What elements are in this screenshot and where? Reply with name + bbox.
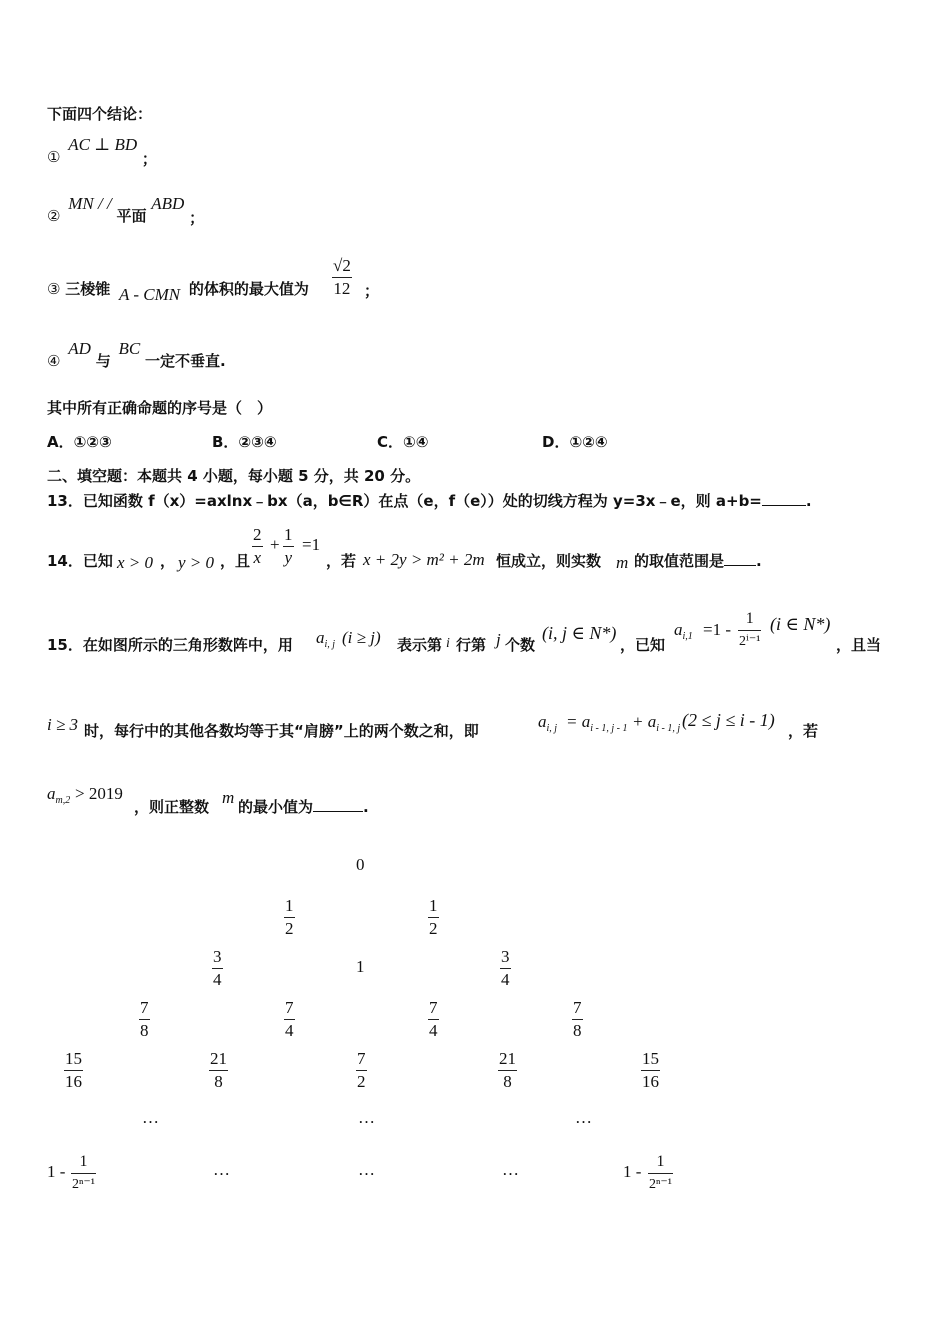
triangle-r5-c4: [498, 1048, 517, 1093]
triangle-last-right-frac: [648, 1151, 673, 1196]
question-15-cond1: (i ≥ j): [342, 628, 381, 647]
triangle-r5-c3-num: 7: [357, 1049, 366, 1068]
question-15-ai1: [674, 620, 693, 642]
triangle-r5-c3-den: 2: [357, 1072, 366, 1091]
statement-3-mark: ③: [47, 280, 61, 298]
question-14-blank: [724, 565, 756, 566]
question-15-line2-aij: [538, 712, 557, 734]
question-14-text4: [634, 550, 762, 571]
option-d: D．①②④: [542, 433, 608, 451]
question-15-blank: [313, 811, 363, 812]
statement-3-text2: 的体积的最大值为: [188, 280, 309, 298]
question-15-line2-cond: (2 ≤ j ≤ i - 1): [682, 710, 775, 730]
question-15-text3: 个数: [505, 636, 536, 654]
triangle-r3-c1: [212, 946, 223, 991]
question-15-ai1-a: a: [674, 620, 683, 639]
question-15-text5: ，且当: [836, 636, 882, 654]
question-15-eq1: =1 -: [703, 620, 731, 639]
triangle-r5-c2-num: 21: [210, 1049, 227, 1068]
question-15-am2-a: a: [47, 784, 56, 803]
question-15-frac: [738, 608, 761, 653]
question-15-line2-aij-sub: i, j: [546, 723, 558, 734]
question-14-text1: ，且: [220, 552, 251, 570]
question-15-frac-num: 1: [745, 610, 754, 627]
question-15-line2-plus: [632, 712, 680, 734]
statement-3-end: ；: [364, 282, 380, 300]
question-14-frac1-den: x: [253, 548, 262, 567]
triangle-r4-c4-num: 7: [573, 998, 582, 1017]
question-15-i: i: [446, 636, 450, 651]
question-15-line2-sub2: i - 1, j: [656, 723, 681, 734]
question-15-line2-rhs: [566, 712, 627, 734]
question-13-blank: [762, 505, 806, 506]
question-13: [47, 490, 812, 511]
triangle-r2-c1-num: 1: [285, 896, 294, 915]
triangle-last-left-prefix: 1 -: [47, 1162, 66, 1181]
statement-1-mark: ①: [47, 148, 61, 166]
question-15-line3-label: 的最小值为: [238, 798, 314, 816]
triangle-r3-c2: 1: [356, 957, 365, 976]
question-15-cond3: (i ∈ N*): [770, 614, 831, 634]
statement-2-mark: ②: [47, 207, 61, 225]
option-b: B．②③④: [212, 433, 277, 451]
question-15-line2-rhs-a: = a: [566, 712, 591, 731]
question-14-plus: +: [270, 535, 280, 554]
triangle-last-left-num: 1: [79, 1153, 88, 1170]
triangle-r2-c2-num: 1: [429, 896, 438, 915]
question-14-label: 14．已知: [47, 552, 113, 570]
triangle-r5-c5-den: 16: [642, 1072, 659, 1091]
triangle-r5-c3: [356, 1048, 367, 1093]
question-14-frac1: [252, 524, 263, 569]
statement-3-math: A - CMN: [119, 285, 181, 304]
question-15-text2: 行第: [456, 636, 487, 654]
option-a: A．①②③: [47, 433, 112, 451]
triangle-r4-c2: [284, 997, 295, 1042]
question-15-line2-text2: ，若: [788, 722, 819, 740]
triangle-r5-c4-den: 8: [503, 1072, 512, 1091]
question-14-frac2-num: 1: [284, 525, 293, 544]
question-15-line2-plus-a: + a: [632, 712, 657, 731]
statement-2-end: ；: [189, 209, 205, 227]
statement-3-frac-den: 12: [333, 279, 351, 298]
statement-3-text1: 三棱锥: [65, 280, 111, 298]
question-text: 其中所有正确命题的序号是（ ）: [47, 399, 273, 417]
triangle-last-right-den: 2ⁿ⁻¹: [649, 1177, 672, 1192]
triangle-r2-c1-den: 2: [285, 919, 294, 938]
triangle-r4-c1: [139, 997, 150, 1042]
triangle-r4-c1-den: 8: [140, 1021, 149, 1040]
option-c: C．①④: [377, 433, 429, 451]
statement-4-text1: 与: [95, 352, 111, 370]
triangle-dots-6: …: [502, 1160, 519, 1179]
question-15-am2: [47, 784, 123, 806]
triangle-r4-c2-num: 7: [285, 998, 294, 1017]
statement-2-math2: ABD: [151, 194, 185, 213]
section-header: 二、填空题：本题共 4 小题，每小题 5 分，共 20 分。: [47, 467, 421, 485]
statement-3: [47, 278, 309, 304]
triangle-last-left-den: 2ⁿ⁻¹: [72, 1177, 95, 1192]
statement-2-math1: MN / /: [68, 194, 112, 213]
question-14-cond-y: y > 0: [178, 553, 215, 572]
statement-2-text: 平面: [116, 207, 147, 225]
triangle-r3-c1-num: 3: [213, 947, 222, 966]
question-15-ai1-sub: i,1: [682, 631, 693, 642]
question-15-aij-sub: i, j: [324, 639, 336, 650]
triangle-dots-1: …: [142, 1108, 159, 1127]
triangle-last-right-prefix: 1 -: [623, 1162, 642, 1181]
triangle-dots-2: …: [358, 1108, 375, 1127]
triangle-r4-c2-den: 4: [285, 1021, 294, 1040]
triangle-dots-5: …: [358, 1160, 375, 1179]
triangle-r5-c5-num: 15: [642, 1049, 659, 1068]
triangle-r5-c1-den: 16: [65, 1072, 82, 1091]
question-14-eq: =1: [302, 535, 321, 554]
question-14-text3: 恒成立，则实数: [496, 552, 602, 570]
question-15-am2-gt: > 2019: [75, 784, 123, 803]
triangle-r2-c1: [284, 895, 295, 940]
statement-4-math1: AD: [68, 339, 91, 358]
question-15-frac-den: 2ⁱ⁻¹: [739, 634, 761, 649]
triangle-r5-c1: [64, 1048, 83, 1093]
triangle-r4-c3: [428, 997, 439, 1042]
question-15-am2-sub: m,2: [55, 795, 71, 806]
statement-4: [47, 338, 226, 370]
question-13-text: 13．已知函数 f（x）=axlnx﹣bx（a，b∈R）在点（e，f（e））处的切线方程为 y=3x﹣e，则 a+b=: [47, 492, 762, 510]
triangle-r5-c2-den: 8: [214, 1072, 223, 1091]
statement-4-mark: ④: [47, 352, 61, 370]
triangle-r3-c1-den: 4: [213, 970, 222, 989]
triangle-r3-c3-num: 3: [501, 947, 510, 966]
question-15-cond2: (i, j ∈ N*): [542, 623, 617, 643]
statement-3-fraction: [332, 255, 352, 300]
question-15-label: 15．在如图所示的三角形数阵中，用: [47, 636, 293, 654]
question-15-text1: 表示第: [397, 636, 443, 654]
question-14-text4-label: 的取值范围是: [634, 552, 725, 570]
question-15-i-ge-3: i ≥ 3: [47, 715, 79, 734]
question-15-aij: [316, 628, 335, 650]
statement-1-math: AC ⊥ BD: [68, 135, 138, 154]
question-14-text2: ，若: [326, 552, 357, 570]
triangle-r4-c3-den: 4: [429, 1021, 438, 1040]
triangle-r4-c1-num: 7: [140, 998, 149, 1017]
triangle-r4-c4-den: 8: [573, 1021, 582, 1040]
statement-3-frac-num: √2: [333, 256, 351, 275]
triangle-last-left-frac: [71, 1151, 96, 1196]
statement-2: [47, 193, 205, 227]
intro-text: 下面四个结论：: [47, 105, 153, 123]
triangle-r1-c1: 0: [356, 855, 365, 874]
triangle-r2-c2: [428, 895, 439, 940]
question-14-end: .: [756, 552, 762, 570]
question-15-line3-text1: ，则正整数: [134, 798, 210, 816]
statement-4-math2: BC: [118, 339, 141, 358]
question-15-line3-text2: [238, 796, 369, 817]
question-15-line3-m: m: [222, 788, 235, 807]
question-15-text4: ，已知: [620, 636, 666, 654]
question-14-frac2: [283, 524, 294, 569]
triangle-r4-c4: [572, 997, 583, 1042]
triangle-r2-c2-den: 2: [429, 919, 438, 938]
question-15-line2-sub1: i - 1, j - 1: [590, 723, 628, 734]
triangle-r4-c3-num: 7: [429, 998, 438, 1017]
question-15-aij-a: a: [316, 628, 325, 647]
question-14-sep: ，: [160, 552, 176, 570]
question-15-j: j: [496, 630, 501, 649]
triangle-last-right-num: 1: [656, 1153, 665, 1170]
question-14-frac2-den: y: [284, 548, 293, 567]
triangle-r3-c3-den: 4: [501, 970, 510, 989]
question-13-end: .: [805, 492, 812, 510]
statement-1-end: ；: [141, 150, 157, 168]
statement-1: [47, 134, 157, 168]
triangle-r5-c4-num: 21: [499, 1049, 516, 1068]
triangle-r5-c5: [641, 1048, 660, 1093]
question-14-frac1-num: 2: [253, 525, 262, 544]
question-15-end: .: [363, 798, 369, 816]
triangle-r5-c2: [209, 1048, 228, 1093]
question-14-m: m: [616, 553, 629, 572]
question-14-ineq: x + 2y > m² + 2m: [363, 550, 485, 569]
triangle-dots-3: …: [575, 1108, 592, 1127]
question-14-cond-x: x > 0: [117, 553, 154, 572]
triangle-r5-c1-num: 15: [65, 1049, 82, 1068]
statement-4-text2: 一定不垂直.: [145, 352, 226, 370]
question-15-line2-text1: 时，每行中的其他各数均等于其“肩膀”上的两个数之和，即: [84, 722, 479, 740]
triangle-r3-c3: [500, 946, 511, 991]
question-15-line2-aij-a: a: [538, 712, 547, 731]
triangle-dots-4: …: [213, 1160, 230, 1179]
